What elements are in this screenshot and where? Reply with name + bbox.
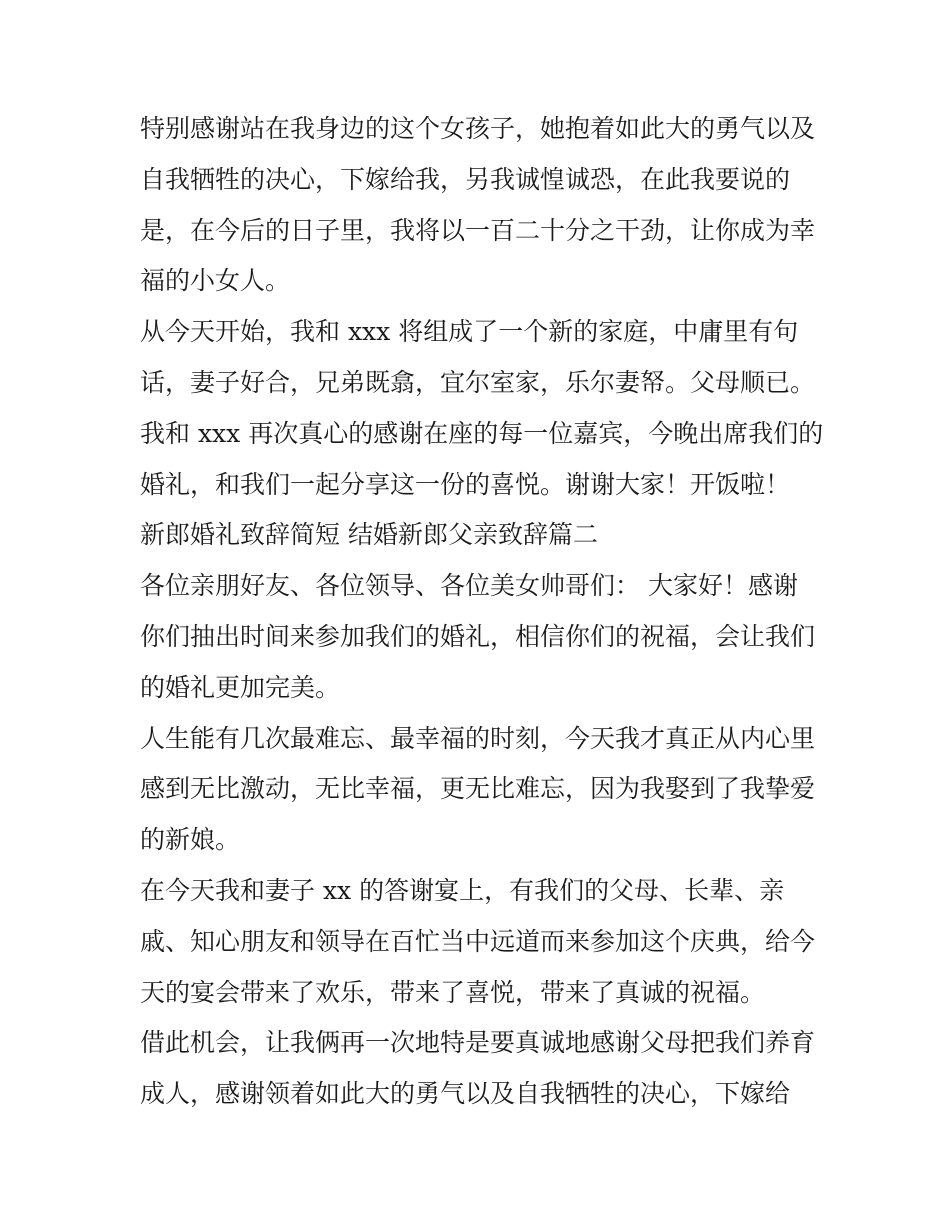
text-line: 人生能有几次最难忘、最幸福的时刻，今天我才真正从内心里 [140, 723, 816, 753]
text-line: 成人，感谢领着如此大的勇气以及自我牺牲的决心，下嫁给 [140, 1079, 791, 1109]
section-heading: 新郎婚礼致辞简短 结婚新郎父亲致辞篇二 [140, 520, 598, 550]
text-line: 特别感谢站在我身边的这个女孩子，她抱着如此大的勇气以及 [140, 114, 816, 143]
text-line: 是，在今后的日子里，我将以一百二十分之干劲，让你成为幸 [140, 215, 816, 245]
text-line: 的新娘。 [140, 825, 241, 855]
text-line: 天的宴会带来了欢乐，带来了喜悦，带来了真诚的祝福。 [140, 977, 766, 1007]
text-line: 的婚礼更加完美。 [140, 672, 341, 702]
text-line: 各位亲朋好友、各位领导、各位美女帅哥们： 大家好！感谢 [140, 571, 798, 601]
text-line: 借此机会，让我俩再一次地特是要真诚地感谢父母把我们养育 [140, 1028, 816, 1058]
text-line: 感到无比激动，无比幸福，更无比难忘，因为我娶到了我挚爱 [140, 774, 816, 804]
document-body [140, 104, 824, 1120]
text-line: 福的小女人。 [140, 266, 291, 296]
text-line: 戚、知心朋友和领导在百忙当中远道而来参加这个庆典，给今 [140, 926, 816, 956]
text-line: 我和 xxx 再次真心的感谢在座的每一位嘉宾，今晚出席我们的 [140, 418, 824, 448]
text-line: 你们抽出时间来参加我们的婚礼，相信你们的祝福，会让我们 [140, 621, 816, 651]
text-line: 自我牺牲的决心，下嫁给我，另我诚惶诚恐，在此我要说的 [140, 164, 791, 194]
text-line: 从今天开始，我和 xxx 将组成了一个新的家庭，中庸里有句 [140, 317, 799, 347]
text-line: 在今天我和妻子 xx 的答谢宴上，有我们的父母、长辈、亲 [140, 875, 785, 905]
text-line: 话，妻子好合，兄弟既翕，宜尔室家，乐尔妻帑。父母顺已。 [140, 367, 816, 397]
text-line: 婚礼，和我们一起分享这一份的喜悦。谢谢大家！开饭啦！ [140, 469, 791, 499]
